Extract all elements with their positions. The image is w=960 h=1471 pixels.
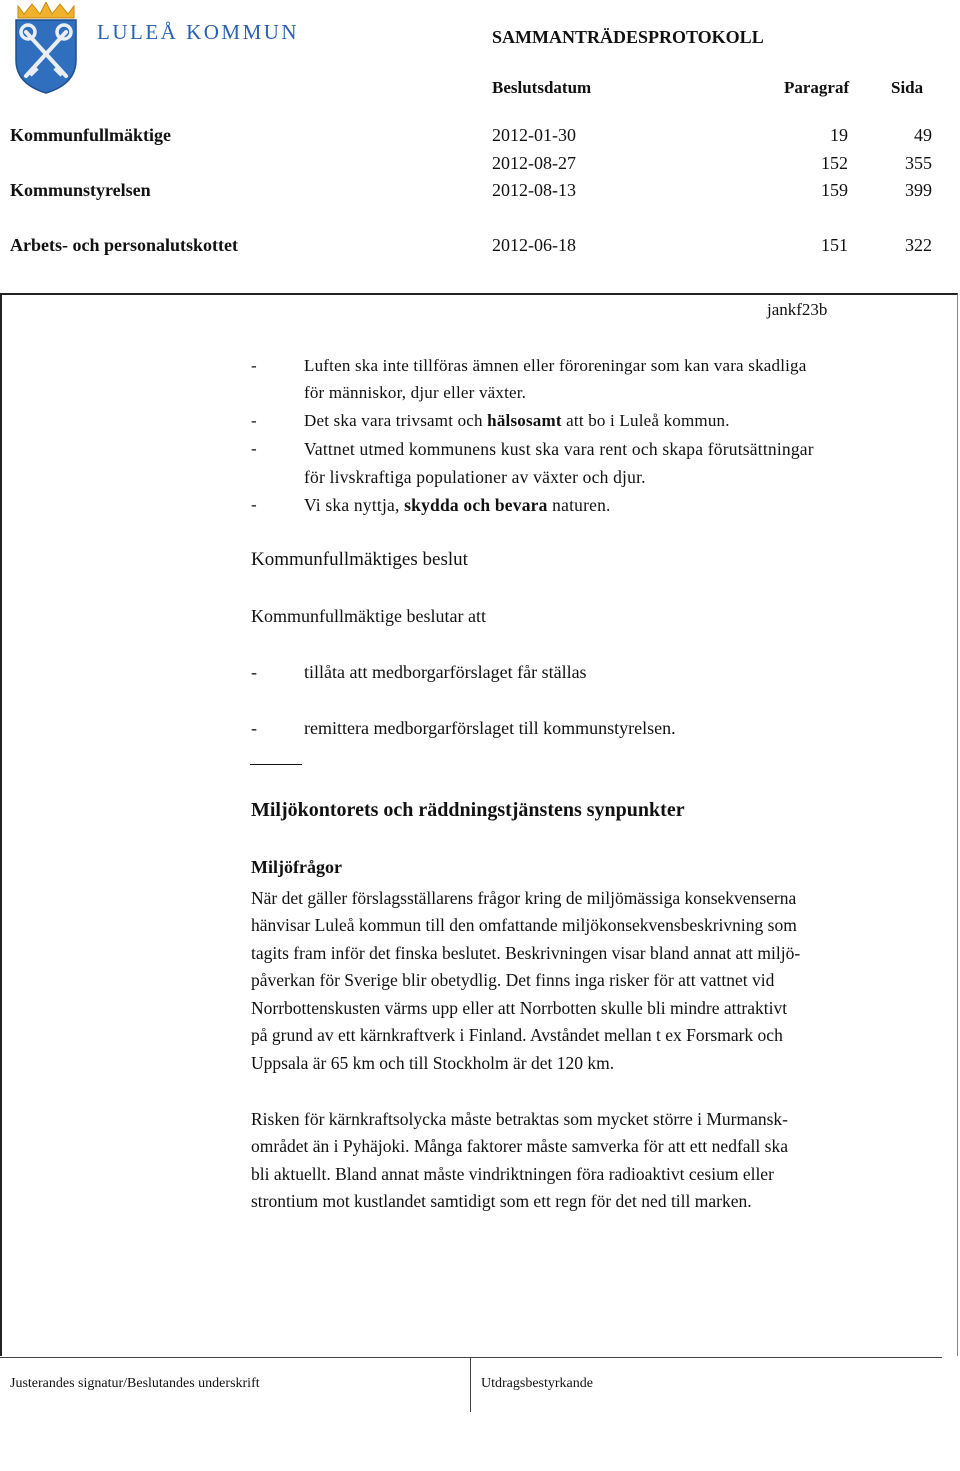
meeting-paragraph: 19 [830, 125, 848, 145]
footer-column-divider [470, 1358, 471, 1412]
list-bullet: - [251, 411, 257, 430]
meeting-date: 2012-06-18 [492, 235, 576, 255]
list-bullet: - [251, 662, 257, 682]
list-item-continuation: för livskraftiga populationer av växter och djur. [304, 467, 646, 487]
list-item: Vattnet utmed kommunens kust ska vara rent och skapa förutsättningar [304, 439, 814, 459]
meeting-page: 399 [905, 180, 932, 200]
meeting-date: 2012-01-30 [492, 125, 576, 145]
column-header-page: Sida [891, 78, 924, 97]
meeting-paragraph: 152 [821, 153, 848, 173]
list-item: Det ska vara trivsamt och hälsosamt att bo i Luleå kommun. [304, 411, 730, 430]
footer-divider [0, 1357, 942, 1358]
meeting-paragraph: 159 [821, 180, 848, 200]
paragraph-line: strontium mot kustlandet samtidigt som ett regn för det ned till marken. [251, 1191, 752, 1211]
paragraph-line: området än i Pyhäjoki. Många faktorer måste samverka för att ett nedfall ska [251, 1136, 788, 1156]
section-divider [250, 764, 302, 765]
paragraph-line: hänvisar Luleå kommun till den omfattande miljökonsekvensbeskrivning som [251, 915, 797, 935]
municipality-name: LULEÅ KOMMUN [97, 20, 300, 44]
lulea-coat-of-arms-logo [10, 2, 82, 94]
meeting-body: Kommunstyrelsen [10, 180, 151, 200]
document-reference: jankf23b [767, 300, 828, 319]
decision-heading: Kommunfullmäktiges beslut [251, 549, 468, 570]
extract-certification-label: Utdragsbestyrkande [481, 1376, 593, 1391]
list-bullet: - [251, 495, 257, 514]
emphasis: hälsosamt [487, 411, 562, 430]
paragraph-line: Risken för kärnkraftsolycka måste betraktas som mycket större i Murmansk- [251, 1109, 789, 1129]
meeting-paragraph: 151 [821, 235, 848, 255]
list-bullet: - [251, 356, 257, 375]
list-item-continuation: för människor, djur eller växter. [304, 383, 527, 402]
paragraph-line: bli aktuellt. Bland annat måste vindriktningen föra radioaktivt cesium eller [251, 1164, 774, 1184]
signature-label: Justerandes signatur/Beslutandes underskrift [10, 1376, 260, 1391]
paragraph-line: Norrbottenskusten värms upp eller att Norrbotten skulle bli mindre attraktivt [251, 998, 788, 1018]
paragraph-line: tagits fram inför det finska beslutet. Beskrivningen visar bland annat att miljö- [251, 943, 801, 963]
sub-heading: Miljöfrågor [251, 857, 342, 877]
list-item: Luften ska inte tillföras ämnen eller föroreningar som kan vara skadliga [304, 356, 807, 375]
column-header-paragraph: Paragraf [784, 78, 850, 97]
paragraph-line: påverkan för Sverige blir obetydlig. Det finns inga risker för att vattnet vid [251, 970, 775, 990]
list-bullet: - [251, 718, 257, 738]
meeting-date: 2012-08-13 [492, 180, 576, 200]
meeting-body: Arbets- och personalutskottet [10, 235, 238, 255]
paragraph-line: på grund av ett kärnkraftverk i Finland. Avståndet mellan t ex Forsmark och [251, 1025, 783, 1045]
meeting-body: Kommunfullmäktige [10, 125, 172, 145]
section-heading: Miljökontorets och räddningstjänstens synpunkter [251, 799, 685, 821]
meeting-page: 355 [905, 153, 932, 173]
meeting-page: 49 [914, 125, 932, 145]
emphasis: skydda och bevara [404, 495, 548, 515]
meeting-page: 322 [905, 235, 932, 255]
meeting-date: 2012-08-27 [492, 153, 576, 173]
list-bullet: - [251, 439, 257, 458]
decision-item: tillåta att medborgarförslaget får ställas [304, 662, 587, 682]
decision-intro: Kommunfullmäktige beslutar att [251, 606, 486, 626]
paragraph-line: Uppsala är 65 km och till Stockholm är det 120 km. [251, 1053, 615, 1073]
column-header-date: Beslutsdatum [492, 78, 592, 97]
decision-item: remittera medborgarförslaget till kommunstyrelsen. [304, 718, 676, 738]
paragraph-line: När det gäller förslagsställarens frågor kring de miljömässiga konsekvenserna [251, 888, 797, 908]
list-item: Vi ska nyttja, skydda och bevara naturen. [304, 495, 611, 515]
document-type: SAMMANTRÄDESPROTOKOLL [492, 27, 764, 47]
